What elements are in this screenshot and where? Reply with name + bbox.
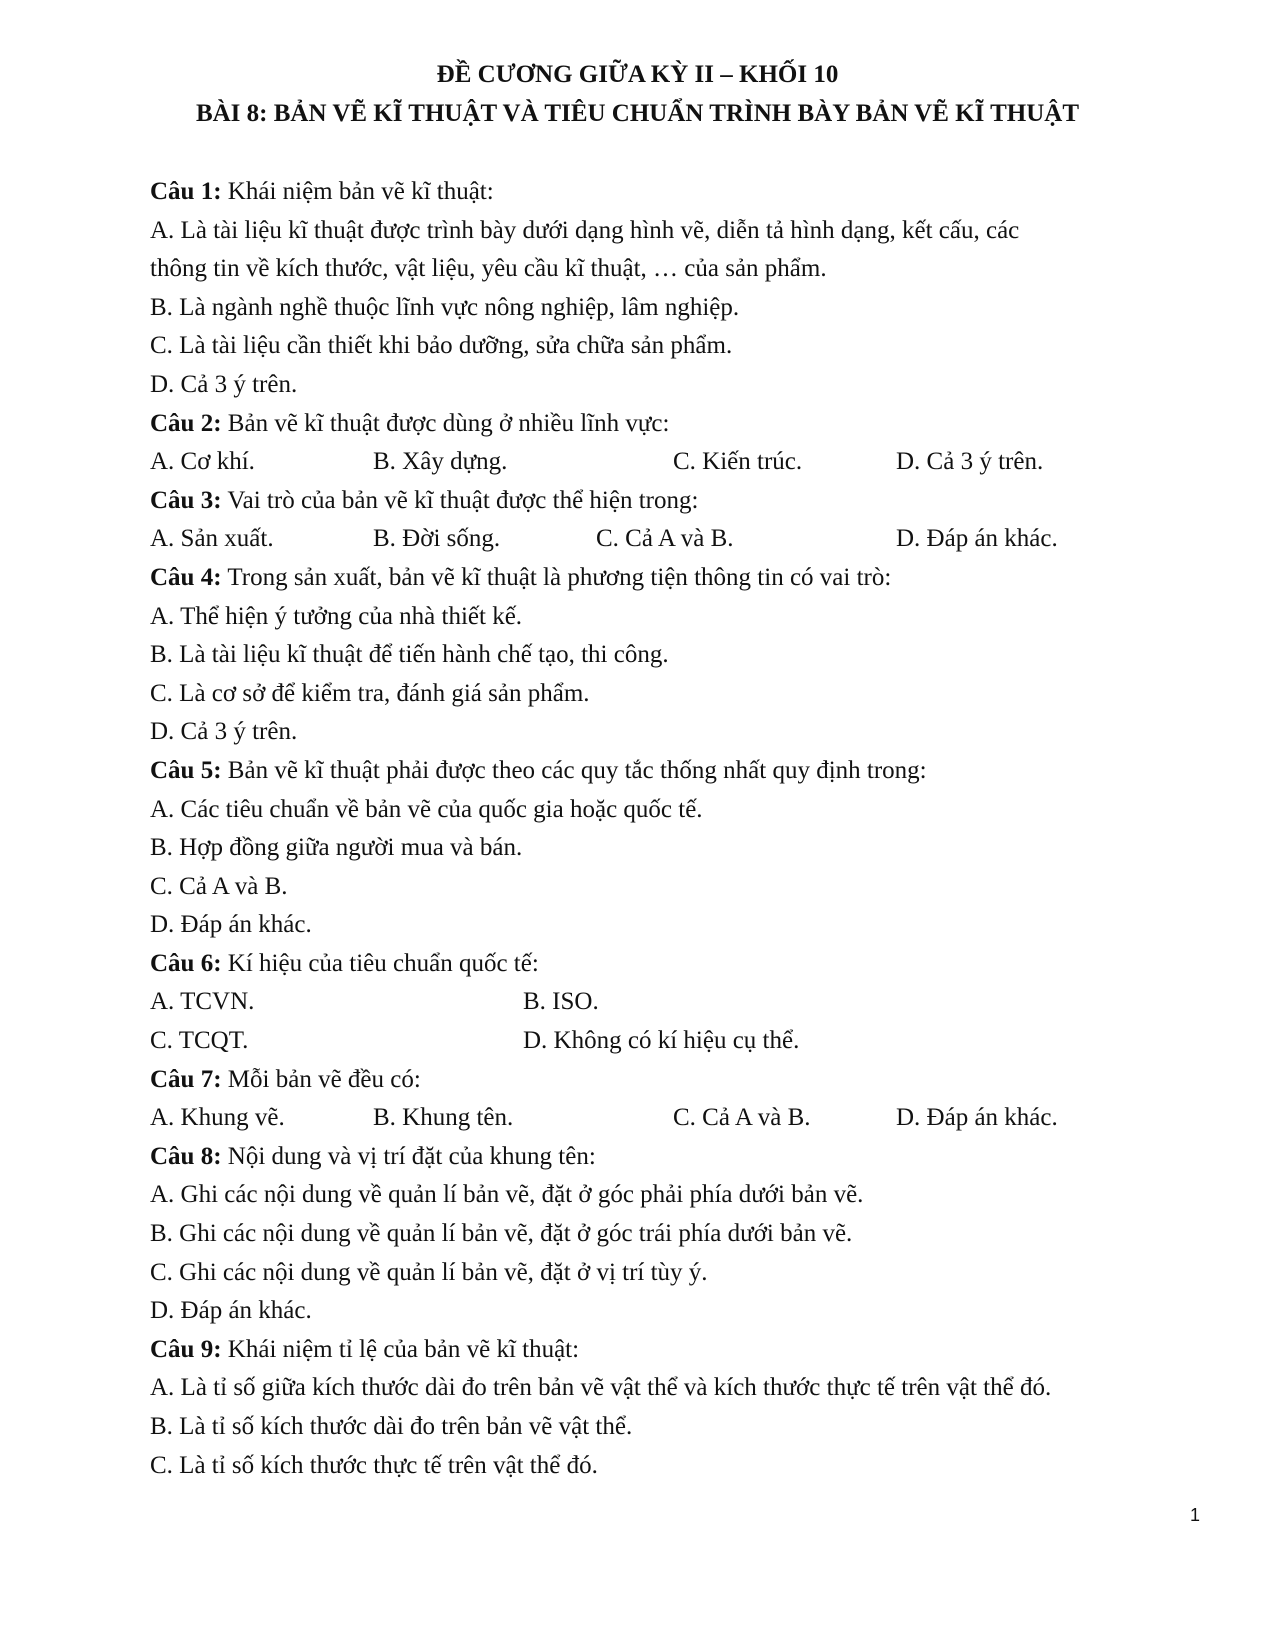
option-row: [150, 1099, 1210, 1138]
option: A. Sản xuất.: [150, 525, 274, 553]
option: D. Đáp án khác.: [150, 1297, 312, 1325]
question-8: [150, 1138, 1210, 1177]
option: C. Kiến trúc.: [673, 448, 803, 476]
option: D. Cả 3 ý trên.: [896, 448, 1044, 476]
option: A. Các tiêu chuẩn về bản vẽ của quốc gia hoặc quốc tế.: [150, 795, 703, 823]
option: D. Đáp án khác.: [896, 525, 1058, 553]
question-text: Khái niệm tỉ lệ của bản vẽ kĩ thuật:: [221, 1335, 580, 1363]
option: D. Không có kí hiệu cụ thể.: [523, 1027, 800, 1055]
option: C. Cả A và B.: [673, 1104, 811, 1132]
option: C. Là cơ sở để kiểm tra, đánh giá sản phẩm.: [150, 679, 590, 707]
option: D. Cả 3 ý trên.: [150, 370, 298, 398]
option: B. Khung tên.: [373, 1104, 514, 1132]
question-label: Câu 6:: [150, 949, 222, 977]
option: C. Là tỉ số kích thước thực tế trên vật thể đó.: [150, 1451, 598, 1479]
question-9: [150, 1331, 1210, 1370]
option: B. Hợp đồng giữa người mua và bán.: [150, 834, 523, 862]
option: C. Ghi các nội dung về quản lí bản vẽ, đặt ở vị trí tùy ý.: [150, 1258, 708, 1286]
question-2: [150, 405, 1210, 444]
option: B. Đời sống.: [373, 525, 501, 553]
question-label: Câu 9:: [150, 1335, 222, 1363]
option: B. Ghi các nội dung về quản lí bản vẽ, đặt ở góc trái phía dưới bản vẽ.: [150, 1220, 853, 1248]
question-list: [150, 173, 1210, 1485]
question-3: [150, 482, 1210, 521]
option: A. Là tài liệu kĩ thuật được trình bày dưới dạng hình vẽ, diễn tả hình dạng, kết cấu, các: [150, 216, 1020, 244]
question-label: Câu 4:: [150, 563, 222, 591]
option: D. Đáp án khác.: [896, 1104, 1058, 1132]
lesson-title: BÀI 8: BẢN VẼ KĨ THUẬT VÀ TIÊU CHUẨN TRÌNH BÀY BẢN VẼ KĨ THUẬT: [195, 100, 1080, 127]
question-label: Câu 7:: [150, 1065, 222, 1093]
option-continuation: thông tin về kích thước, vật liệu, yêu cầu kĩ thuật, … của sản phẩm.: [150, 255, 827, 283]
option-row: [150, 520, 1210, 559]
question-4: [150, 559, 1210, 598]
question-text: Vai trò của bản vẽ kĩ thuật được thể hiện trong:: [221, 486, 699, 514]
option: A. Khung vẽ.: [150, 1104, 285, 1132]
question-text: Mỗi bản vẽ đều có:: [221, 1065, 421, 1093]
question-text: Khái niệm bản vẽ kĩ thuật:: [221, 178, 494, 205]
option: A. Cơ khí.: [150, 448, 255, 476]
question-5: [150, 752, 1210, 791]
question-text: Nội dung và vị trí đặt của khung tên:: [221, 1142, 596, 1170]
option: A. Ghi các nội dung về quản lí bản vẽ, đặt ở góc phải phía dưới bản vẽ.: [150, 1181, 864, 1209]
option: A. TCVN.: [150, 988, 255, 1016]
question-label: Câu 2:: [150, 409, 222, 437]
option: C. Cả A và B.: [596, 525, 734, 553]
question-1: [150, 173, 1210, 212]
option-row: [150, 1022, 1210, 1061]
question-text: Bản vẽ kĩ thuật phải được theo các quy tắc thống nhất quy định trong:: [221, 756, 927, 784]
option: C. Cả A và B.: [150, 872, 288, 900]
page-number: 1: [1190, 1505, 1201, 1525]
option: B. Là ngành nghề thuộc lĩnh vực nông nghiệp, lâm nghiệp.: [150, 293, 740, 321]
option: C. TCQT.: [150, 1027, 249, 1055]
question-label: Câu 8:: [150, 1142, 222, 1170]
question-text: Bản vẽ kĩ thuật được dùng ở nhiều lĩnh vực:: [221, 409, 670, 437]
question-7: [150, 1061, 1210, 1100]
option-row: [150, 983, 1210, 1022]
option: C. Là tài liệu cần thiết khi bảo dưỡng, sửa chữa sản phẩm.: [150, 332, 733, 360]
option: D. Đáp án khác.: [150, 911, 312, 939]
question-text: Trong sản xuất, bản vẽ kĩ thuật là phương tiện thông tin có vai trò:: [221, 563, 892, 591]
question-label: Câu 1:: [150, 178, 222, 205]
question-label: Câu 5:: [150, 756, 222, 784]
option: A. Là tỉ số giữa kích thước dài đo trên bản vẽ vật thể và kích thước thực tế trên vật thể đó.: [150, 1374, 1052, 1402]
document-title: ĐỀ CƯƠNG GIỮA KỲ II – KHỐI 10: [436, 61, 839, 88]
option: B. Xây dựng.: [373, 448, 508, 476]
question-label: Câu 3:: [150, 486, 222, 514]
option: B. ISO.: [523, 988, 599, 1016]
option: B. Là tài liệu kĩ thuật để tiến hành chế tạo, thi công.: [150, 641, 669, 669]
question-6: [150, 945, 1210, 984]
option-row: [150, 443, 1210, 482]
option: B. Là tỉ số kích thước dài đo trên bản vẽ vật thể.: [150, 1413, 633, 1440]
question-text: Kí hiệu của tiêu chuẩn quốc tế:: [221, 949, 539, 977]
option: A. Thể hiện ý tưởng của nhà thiết kế.: [150, 602, 523, 630]
option: D. Cả 3 ý trên.: [150, 718, 298, 746]
